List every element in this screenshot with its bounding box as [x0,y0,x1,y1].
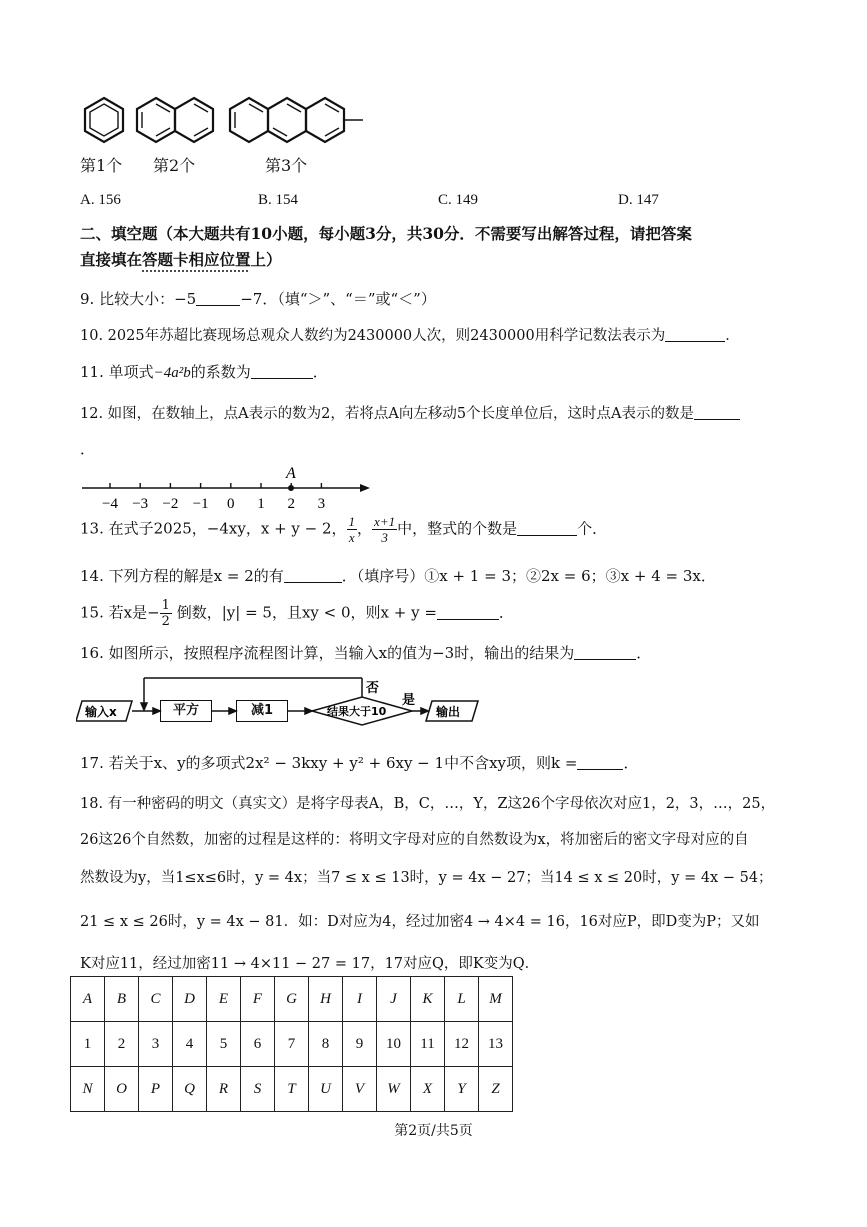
question-18-line1: 18. 有一种密码的明文（真实文）是将字母表A，B，C，…，Y，Z这26个字母依次对应1，2，3，…，25， [80,796,776,812]
table-cell: Q [173,1067,207,1112]
table-cell: U [309,1067,343,1112]
question-12: 12. 如图，在数轴上，点A表示的数为2，若将点A向左移动5个长度单位后，这时点A表示的数是 [80,402,740,423]
figure-label-3: 第3个 [265,156,308,175]
answer-blank-17[interactable] [577,755,623,770]
choice-a[interactable]: A. 156 [80,192,121,208]
axis-tick-label: 3 [317,496,326,512]
axis-tick-label: 2 [287,496,295,512]
number-line [80,462,380,518]
answer-blank-9[interactable] [196,291,240,306]
table-cell: 12 [445,1022,479,1067]
answer-blank-10[interactable] [665,327,725,342]
table-cell: G [275,977,309,1022]
fraction-xplus1-over-3: $\frac{x+1}{3}$ [374,514,396,545]
table-cell: 9 [343,1022,377,1067]
table-cell: R [207,1067,241,1112]
table-row-numbers [71,1022,513,1067]
section2-heading-line2: 直接填在答题卡相应位置上） [80,250,282,269]
cipher-table [70,976,513,1112]
figure-label-1: 第1个 [80,156,123,175]
flow-yes-label: 是 [402,693,416,708]
monomial-expr: −4a²b [153,365,191,381]
table-cell: E [207,977,241,1022]
fraction-1-over-x: $\frac{1}{x}$ [348,514,356,545]
choice-c[interactable]: C. 149 [438,192,479,208]
flow-square-box: 平方 [160,700,212,722]
question-18-line5: K对应11，经过加密11 → 4×11 − 27 = 17，17对应Q，即K变为Q． [80,956,540,972]
question-18-line4: 21 ≤ x ≤ 26时，y = 4x − 81．如：D对应为4，经过加密4 → 4×4 = 16，16对应P，即D变为P；又如 [80,914,760,930]
table-cell: 6 [241,1022,275,1067]
choice-d[interactable]: D. 147 [618,192,659,208]
table-cell: X [411,1067,445,1112]
table-cell: K [411,977,445,1022]
table-cell: 4 [173,1022,207,1067]
axis-tick-label: 1 [257,496,265,512]
table-cell: O [105,1067,139,1112]
answer-blank-15[interactable] [437,605,499,620]
question-14: 14. 下列方程的解是x = 2的有 ．（填序号）①x + 1 = 3；②2x = 6；③x + 4 = 3x． [80,567,716,585]
question-15: 15. 若x是− $\frac{1}{2}$ 倒数，|y| = 5，且xy < 0，则x + y = ． [80,598,514,629]
flow-input-label: 输入x [85,705,117,719]
dotted-emphasis: 答题卡相应位置 [142,250,251,269]
figure-label-2: 第2个 [153,156,196,175]
table-cell: Y [445,1067,479,1112]
table-cell: L [445,977,479,1022]
table-cell: W [377,1067,411,1112]
page-footer: 第2页/共5页 [394,1123,473,1139]
axis-tick-label: −3 [132,496,149,512]
table-cell: P [139,1067,173,1112]
question-18-line2: 26这26个自然数，加密的过程是这样的：将明文字母对应的自然数设为x，将加密后的密文字母对应的自 [80,832,749,848]
fraction-1-over-2: $\frac{1}{2}$ [161,598,170,629]
table-cell: 13 [479,1022,513,1067]
question-9: 9. 比较大小：−5 −7．（填“＞”、“＝”或“＜”） [80,290,436,308]
table-cell: T [275,1067,309,1112]
table-cell: M [479,977,513,1022]
table-cell: 5 [207,1022,241,1067]
question-12-end: ． [80,440,96,458]
axis-tick-label: 0 [227,496,235,512]
table-cell: 10 [377,1022,411,1067]
table-cell: J [377,977,411,1022]
flow-minus1-box: 减1 [236,700,288,722]
axis-tick-label: −4 [102,496,118,512]
answer-blank-11[interactable] [251,364,313,379]
question-13: 13. 在式子2025，−4xy，x + y − 2， $\frac{1}{x}$ ， $\frac{x+1}{3}$ 中，整式的个数是 个． [80,514,608,545]
table-cell: 7 [275,1022,309,1067]
axis-tick-label: −2 [162,496,179,512]
table-cell: 2 [105,1022,139,1067]
question-11: 11. 单项式−4a²b的系数为 ． [80,363,328,381]
table-cell: 1 [71,1022,105,1067]
question-17: 17. 若关于x、y的多项式2x² − 3kxy + y² + 6xy − 1中不含xy项，则k = ． [80,754,639,772]
table-cell: D [173,977,207,1022]
table-cell: A [71,977,105,1022]
flow-decision-label: 结果大于10 [327,705,387,718]
flow-no-label: 否 [366,681,380,696]
table-cell: F [241,977,275,1022]
question-18-line3: 然数设为y，当1≤x≤6时，y = 4x；当7 ≤ x ≤ 13时，y = 4x − 27；当14 ≤ x ≤ 20时，y = 4x − 54； [80,870,773,886]
table-row-letters-n-z [71,1067,513,1112]
table-cell: S [241,1067,275,1112]
choice-b[interactable]: B. 154 [258,192,299,208]
table-row-letters-a-m [71,977,513,1022]
table-cell: H [309,977,343,1022]
table-cell: 8 [309,1022,343,1067]
table-cell: 11 [411,1022,445,1067]
answer-blank-16[interactable] [574,645,636,660]
axis-point-label: A [286,465,296,482]
question-16: 16. 如图所示，按照程序流程图计算，当输入x的值为−3时，输出的结果为 ． [80,644,652,662]
answer-blank-13[interactable] [517,521,577,536]
table-cell: I [343,977,377,1022]
table-cell: 3 [139,1022,173,1067]
question-10: 10. 2025年苏超比赛现场总观众人数约为2430000人次，则2430000用科学记数法表示为 ． [80,328,740,344]
section2-heading-line1: 二、填空题（本大题共有10小题，每小题3分，共30分．不需要写出解答过程，请把答案 [80,224,692,243]
flow-output-label: 输出 [436,705,461,719]
table-cell: N [71,1067,105,1112]
axis-tick-label: −1 [192,496,209,512]
table-cell: B [105,977,139,1022]
answer-blank-12[interactable] [694,405,740,420]
answer-blank-14[interactable] [284,568,342,583]
table-cell: V [343,1067,377,1112]
table-cell: C [139,977,173,1022]
table-cell: Z [479,1067,513,1112]
benzene-figure [78,92,378,156]
